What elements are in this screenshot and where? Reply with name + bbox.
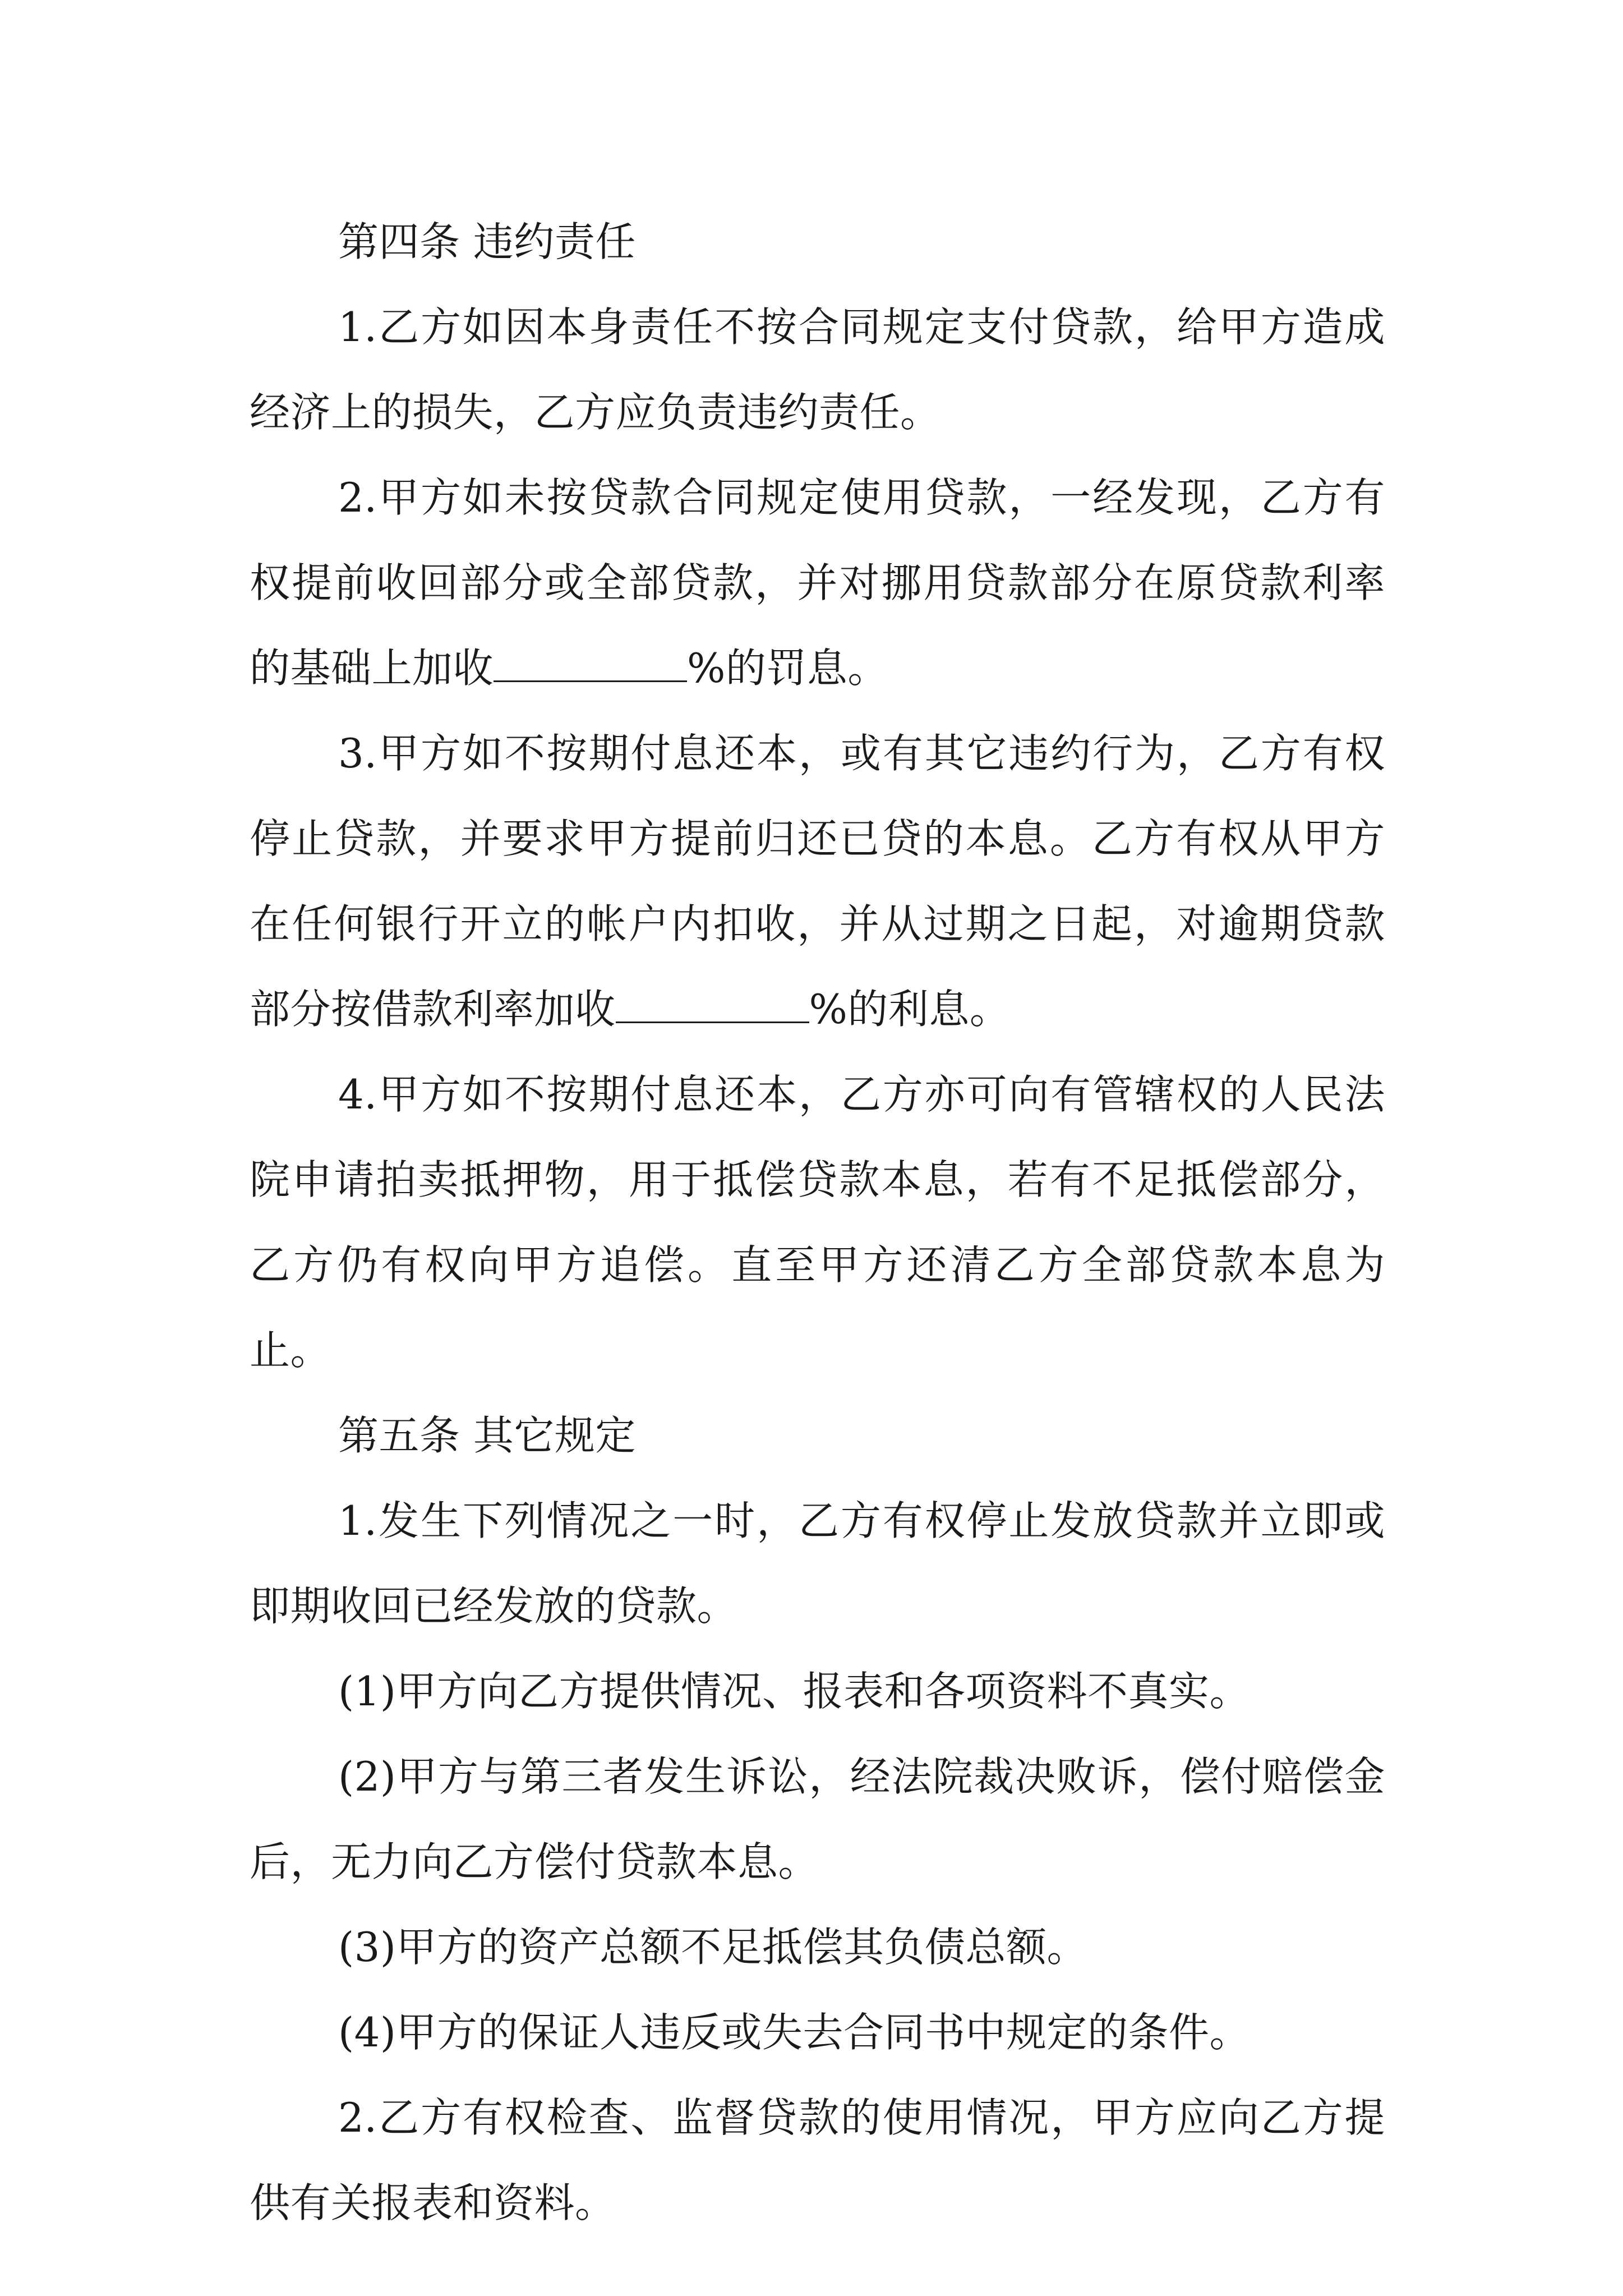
article-5-sub-3: (3)甲方的资产总额不足抵偿其负债总额。 [338,1924,1087,1971]
article-4-item-1: 1.乙方如因本身责任不按合同规定支付贷款，给甲方造成经济上的损失，乙方应负责违约责任。 [250,303,1385,436]
article-4-item-2 [250,455,1385,711]
article-5-item-1: 1.发生下列情况之一时，乙方有权停止发放贷款并立即或即期收回已经发放的贷款。 [250,1497,1385,1630]
article-5-heading: 第五条 其它规定 [338,1412,636,1459]
article-4-heading: 第四条 违约责任 [338,218,636,265]
article-5-item-2: 2.乙方有权检查、监督贷款的使用情况，甲方应向乙方提供有关报表和资料。 [250,2094,1385,2226]
article-5-sub-2: (2)甲方与第三者发生诉讼，经法院裁决败诉，偿付赔偿金后，无力向乙方偿付贷款本息。 [250,1753,1385,1885]
article-4-item-3-text: 3.甲方如不按期付息还本，或有其它违约行为，乙方有权停止贷款，并要求甲方提前归还已贷的本息。乙方有权从甲方在任何银行开立的帐户内扣收，并从过期之日起，对逾期贷款部分按借款利率加收 [250,730,1385,1033]
article-5-sub-4: (4)甲方的保证人违反或失去合同书中规定的条件。 [338,2009,1250,2056]
article-4-item-4: 4.甲方如不按期付息还本，乙方亦可向有管辖权的人民法院申请拍卖抵押物，用于抵偿贷款本息，若有不足抵偿部分，乙方仍有权向甲方追偿。直至甲方还清乙方全部贷款本息为止。 [250,1071,1385,1374]
article-4-item-2-text: 2.甲方如未按贷款合同规定使用贷款，一经发现，乙方有权提前收回部分或全部贷款，并对挪用贷款部分在原贷款利率的基础上加收 [250,474,1385,692]
interest-rate-blank [616,988,809,1023]
penalty-rate-blank [494,647,687,682]
article-4-item-3 [250,711,1385,1052]
document-body [250,199,1385,2246]
article-5-sub-1: (1)甲方向乙方提供情况、报表和各项资料不真实。 [338,1668,1250,1715]
article-4-item-2-suffix: %的罚息。 [687,645,888,692]
article-4-item-3-suffix: %的利息。 [809,986,1011,1033]
